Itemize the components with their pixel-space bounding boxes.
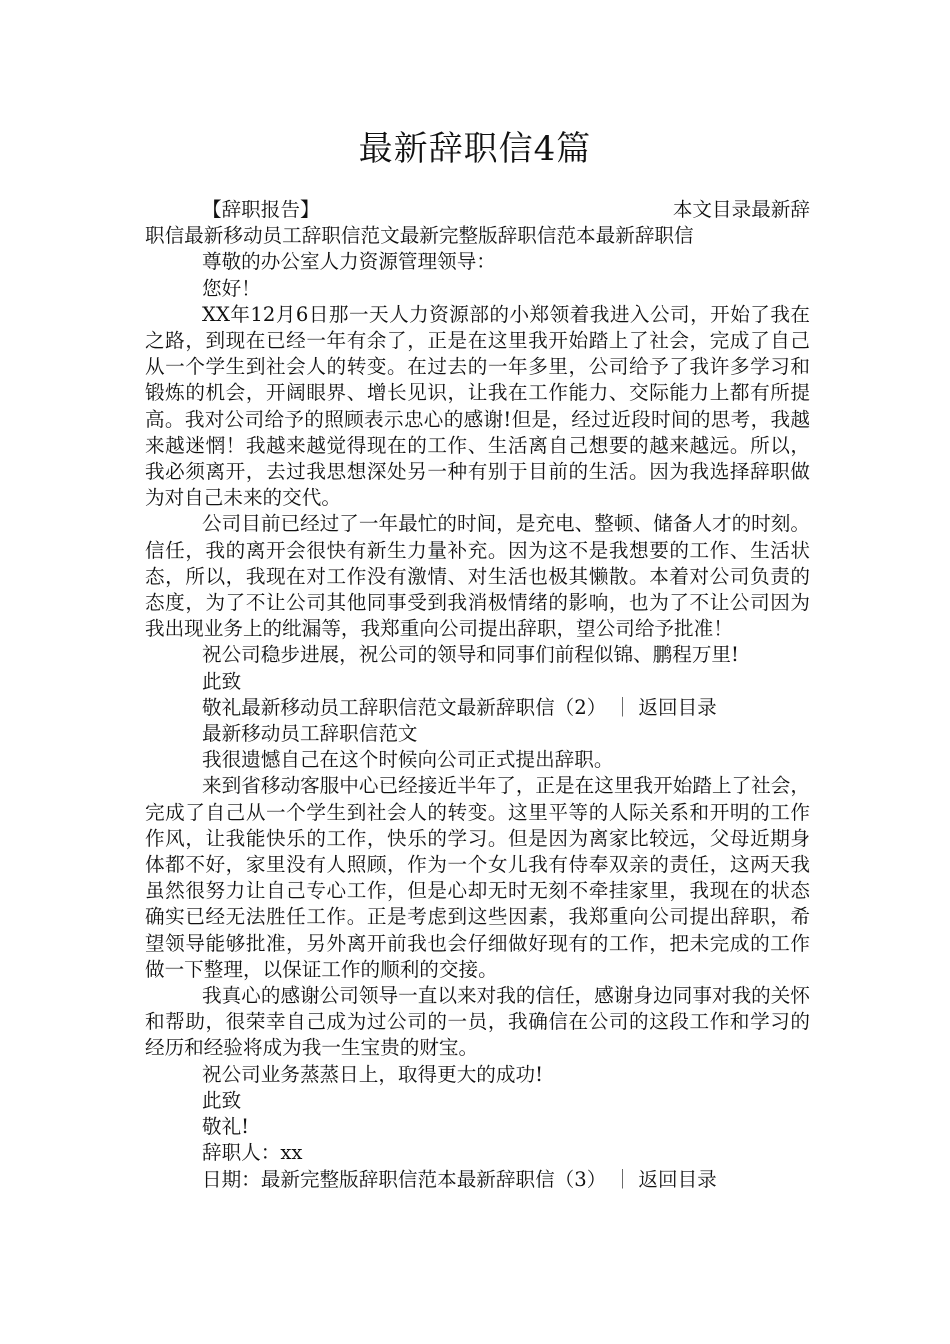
date-text: 日期：最新完整版辞职信范本最新辞职信（3） bbox=[202, 1167, 607, 1191]
closing-line: 此致 bbox=[202, 1088, 242, 1112]
header-row bbox=[145, 197, 810, 223]
salutation: 尊敬的办公室人力资源管理领导： bbox=[202, 250, 496, 274]
closing-text: 敬礼最新移动员工辞职信范文最新辞职信（2） bbox=[202, 695, 607, 719]
closing-line: 敬礼! bbox=[202, 1115, 250, 1139]
toc-intro: 本文目录最新辞 bbox=[672, 198, 810, 221]
document-title: 最新辞职信4篇 bbox=[358, 129, 592, 169]
separator: ｜ bbox=[612, 695, 633, 719]
wish-line: 祝公司稳步进展，祝公司的领导和同事们前程似锦、鹏程万里! bbox=[202, 643, 739, 667]
back-to-toc-link[interactable]: 返回目录 bbox=[638, 695, 717, 719]
paragraph: 公司目前已经过了一年最忙的时间，是充电、整顿、储备人才的时刻。信任，我的离开会很快有新生力量补充。因为这不是我想要的工作、生活状态，所以，我现在对工作没有激情、对生活也极其懒散。本着对公司负责的态度，为了不让公司其他同事受到我消极情绪的影响，也为了不让公司因为我出现业务上的纰漏等，我郑重向公司提出辞职，望公司给予批准！ bbox=[145, 512, 810, 641]
document-body bbox=[145, 197, 810, 1193]
closing-line: 此致 bbox=[202, 669, 242, 693]
toc-list[interactable]: 职信最新移动员工辞职信范文最新完整版辞职信范本最新辞职信 bbox=[145, 224, 694, 248]
signer-line: 辞职人：xx bbox=[202, 1141, 303, 1165]
paragraph: 我真心的感谢公司领导一直以来对我的信任，感谢身边同事对我的关怀和帮助，很荣幸自己成为过公司的一员，我确信在公司的这段工作和学习的经历和经验将成为我一生宝贵的财宝。 bbox=[145, 984, 810, 1060]
separator: ｜ bbox=[612, 1167, 633, 1191]
wish-line: 祝公司业务蒸蒸日上，取得更大的成功! bbox=[202, 1062, 543, 1086]
closing-line-with-next-title bbox=[145, 695, 810, 721]
report-tag: 【辞职报告】 bbox=[202, 198, 320, 221]
paragraph: XX年12月6日那一天人力资源部的小郑领着我进入公司，开始了我在之路，到现在已经一年有余了，正是在这里我开始踏上了社会，完成了自己从一个学生到社会人的转变。在过去的一年多里，公司给予了我许多学习和锻炼的机会，开阔眼界、增长见识，让我在工作能力、交际能力上都有所提高。我对公司给予的照顾表示忠心的感谢!但是，经过近段时间的思考，我越来越迷惘！我越来越觉得现在的工作、生活离自己想要的越来越远。所以，我必须离开，去过我思想深处另一种有别于目前的生活。因为我选择辞职做为对自己未来的交代。 bbox=[145, 302, 810, 510]
date-line-with-next-title bbox=[145, 1167, 810, 1193]
back-to-toc-link[interactable]: 返回目录 bbox=[638, 1167, 717, 1191]
paragraph: 来到省移动客服中心已经接近半年了，正是在这里我开始踏上了社会，完成了自己从一个学生到社会人的转变。这里平等的人际关系和开明的工作作风，让我能快乐的工作，快乐的学习。但是因为离家比较远，父母近期身体都不好，家里没有人照顾，作为一个女儿我有侍奉双亲的责任，这两天我虽然很努力让自己专心工作，但是心却无时无刻不牵挂家里，我现在的状态确实已经无法胜任工作。正是考虑到这些因素，我郑重向公司提出辞职，希望领导能够批准，另外离开前我也会仔细做好现有的工作，把未完成的工作做一下整理，以保证工作的顺利的交接。 bbox=[145, 774, 810, 981]
section-heading: 最新移动员工辞职信范文 bbox=[202, 722, 418, 746]
greeting: 您好！ bbox=[202, 276, 261, 300]
opening-line: 我很遗憾自己在这个时候向公司正式提出辞职。 bbox=[202, 748, 614, 772]
